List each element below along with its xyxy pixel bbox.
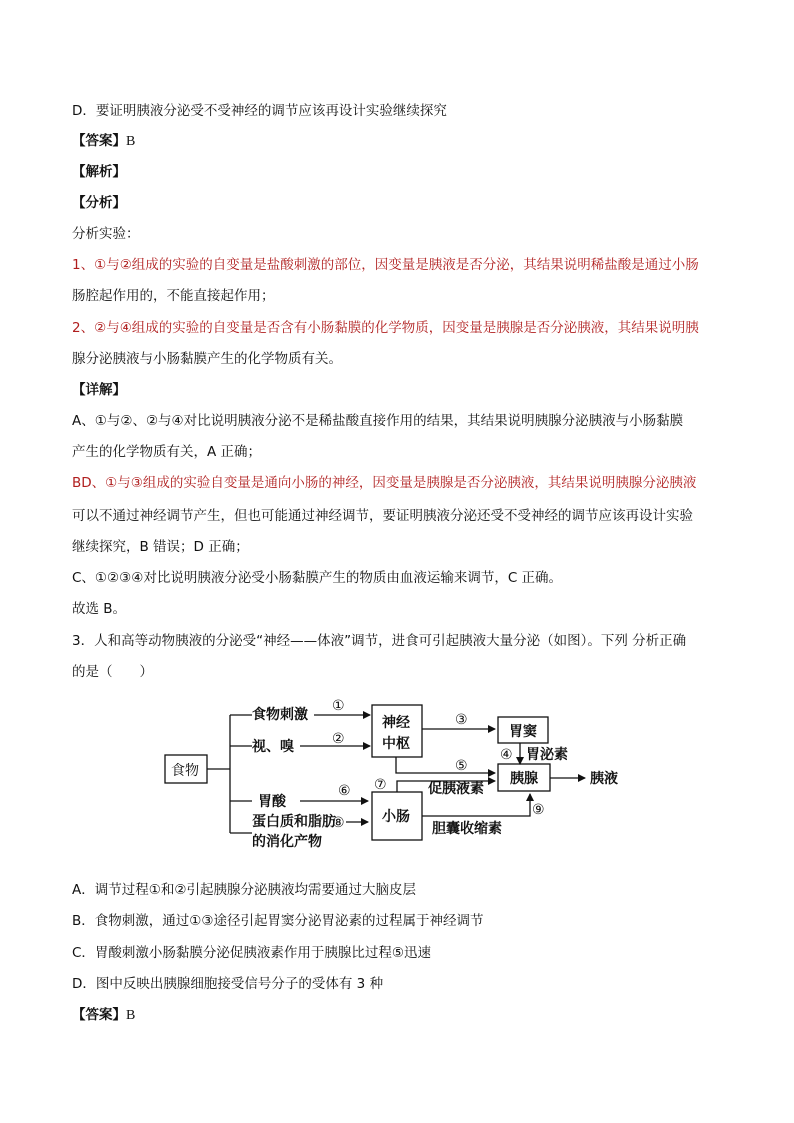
detail-bd-line3: 继续探究，B 错误；D 正确；: [72, 539, 249, 555]
num-9: ⑨: [532, 802, 545, 818]
point1-line2: 肠腔起作用的，不能直接起作用；: [72, 288, 275, 304]
nerve-center-label-1: 神经: [382, 715, 410, 731]
point2-text-a: 2、②与④组成的实验的自变量是否含有小肠黏膜的化学物质，因变量是胰腺是否分泌胰液，其结果说明胰: [72, 320, 699, 336]
option-c: C．胃酸刺激小肠黏膜分泌促胰液素作用于胰腺比过程⑤迅速: [72, 945, 432, 961]
question3-line2: 的是（ ）: [72, 664, 153, 680]
answer-tag: 【答案】: [72, 133, 126, 149]
detail-heading: 【详解】: [72, 382, 126, 398]
answer-line-2: [72, 1005, 135, 1026]
conclusion-line: 故选 B。: [72, 601, 127, 617]
point1-text-a: 1、①与②组成的实验的自变量是盐酸刺激的部位，因变量是胰液是否分泌，其结果说明稀盐酸是通过小肠: [72, 257, 699, 273]
gastrin-label: 胃泌素: [526, 747, 568, 763]
answer-value: B: [126, 134, 136, 149]
answer-line-1: [72, 131, 135, 152]
cck-label: 胆囊收缩素: [432, 821, 502, 837]
food-label: 食物: [171, 763, 199, 779]
num-7: ⑦: [374, 777, 387, 793]
num-4: ④: [500, 747, 513, 763]
analysis-heading: 【解析】: [72, 164, 126, 180]
nerve-center-label-2: 中枢: [382, 736, 410, 752]
detail-a-line2: 产生的化学物质有关，A 正确；: [72, 444, 262, 460]
answer-tag-2: 【答案】: [72, 1007, 126, 1023]
num-1: ①: [332, 698, 345, 714]
answer-value-2: B: [126, 1008, 136, 1023]
point1-line1: [72, 255, 699, 275]
num-5: ⑤: [455, 758, 468, 774]
question3-line1: 3．人和高等动物胰液的分泌受“神经——体液”调节，进食可引起胰液大量分泌（如图）。下列 分析正确: [72, 633, 687, 649]
num-6: ⑥: [338, 783, 351, 799]
antrum-label: 胃窦: [509, 724, 537, 740]
num-2: ②: [332, 731, 345, 747]
gastric-acid-label: 胃酸: [258, 794, 286, 810]
food-stimulus-label: 食物刺激: [252, 707, 308, 723]
small-intestine-label: 小肠: [382, 809, 410, 825]
pancreatic-juice-label: 胰液: [590, 771, 618, 787]
option-a: A．调节过程①和②引起胰腺分泌胰液均需要通过大脑皮层: [72, 882, 416, 898]
fenxi-intro: 分析实验：: [72, 226, 140, 242]
option-d: D．图中反映出胰腺细胞接受信号分子的受体有 3 种: [72, 976, 384, 992]
detail-c-line: C、①②③④对比说明胰液分泌受小肠黏膜产生的物质由血液运输来调节，C 正确。: [72, 570, 563, 586]
detail-bd-line2: 可以不通过神经调节产生，但也可能通过神经调节，要证明胰液分泌还受不受神经的调节应该再设计实验: [72, 508, 693, 524]
option-d-line: D．要证明胰液分泌受不受神经的调节应该再设计实验继续探究: [72, 103, 447, 119]
point2-line1: [72, 318, 699, 338]
digest-products-label-1: 蛋白质和脂肪: [252, 814, 336, 830]
num-8: ⑧: [332, 815, 345, 831]
digest-products-label-2: 的消化产物: [252, 834, 322, 850]
point2-line2: 腺分泌胰液与小肠黏膜产生的化学物质有关。: [72, 351, 342, 367]
pancreas-regulation-diagram: [160, 696, 630, 856]
pancreas-label: 胰腺: [510, 771, 538, 787]
fenxi-heading: 【分析】: [72, 195, 126, 211]
detail-bd-line1: [72, 473, 696, 493]
secretin-label: 促胰液素: [428, 781, 484, 797]
detail-a-line1: A、①与②、②与④对比说明胰液分泌不是稀盐酸直接作用的结果，其结果说明胰腺分泌胰液与小肠黏膜: [72, 413, 684, 429]
sight-smell-label: 视、嗅: [252, 739, 294, 755]
option-b: B．食物刺激，通过①③途径引起胃窦分泌胃泌素的过程属于神经调节: [72, 913, 484, 929]
num-3: ③: [455, 712, 468, 728]
detail-bd-text-a: BD、①与③组成的实验自变量是通向小肠的神经，因变量是胰腺是否分泌胰液，其结果说明胰腺分泌胰液: [72, 475, 697, 491]
